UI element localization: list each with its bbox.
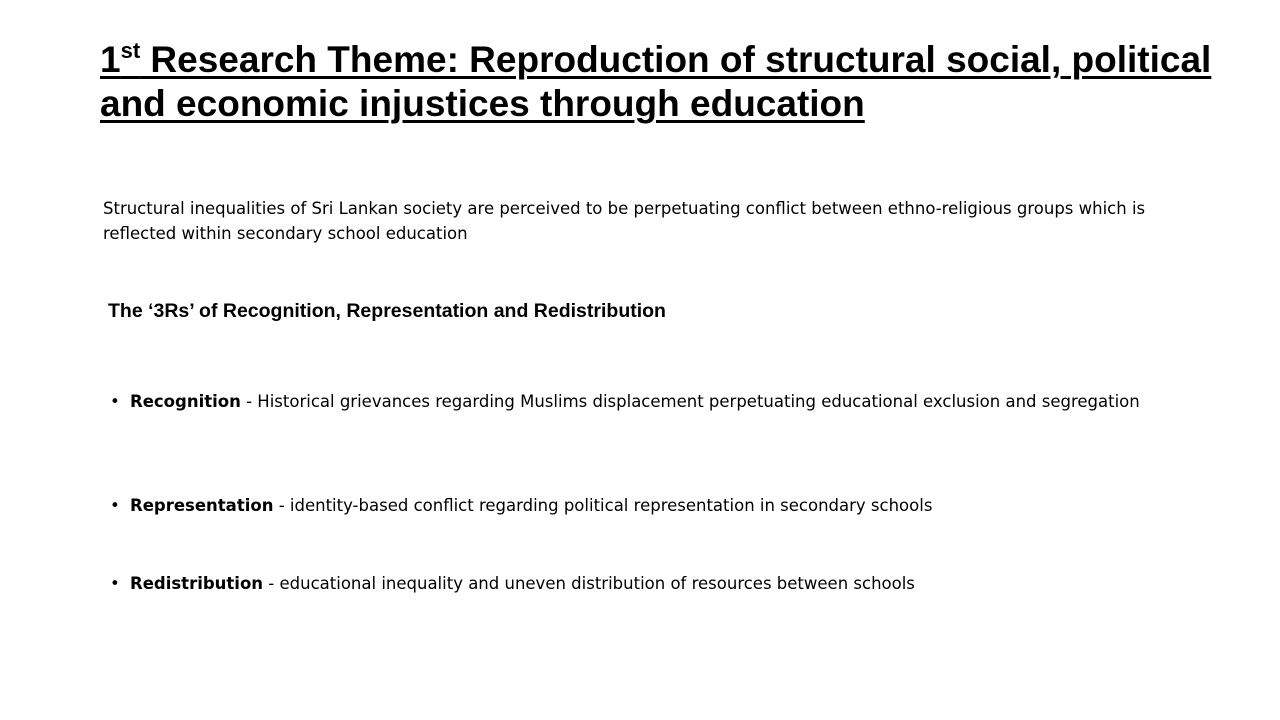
bullet-item-recognition xyxy=(108,389,1208,415)
bullet-item-redistribution xyxy=(108,571,1208,597)
intro-paragraph: Structural inequalities of Sri Lankan society are perceived to be perpetuating conflict between ethno-religious groups which is reflected within secondary school education xyxy=(103,199,1146,243)
title-superscript: st xyxy=(120,38,141,63)
bullet-term: Recognition xyxy=(130,392,241,411)
bullet-text: - identity-based conflict regarding political representation in secondary schools xyxy=(273,496,933,515)
bullet-term: Representation xyxy=(130,496,274,515)
bullet-dot-icon: • xyxy=(110,496,120,515)
title-text: Research Theme: Reproduction of structural social, political and economic injustices through education xyxy=(100,39,1212,124)
bullet-text: - Historical grievances regarding Muslims displacement perpetuating educational exclusion and segregation xyxy=(240,392,1140,411)
slide-title xyxy=(100,38,1220,126)
bullet-dot-icon: • xyxy=(110,574,120,593)
bullet-dot-icon: • xyxy=(110,392,120,411)
bullet-term: Redistribution xyxy=(130,574,264,593)
title-number: 1 xyxy=(100,39,121,80)
bullet-item-representation xyxy=(108,493,1208,519)
three-rs-heading: The ‘3Rs’ of Recognition, Representation and Redistribution xyxy=(108,300,666,322)
bullet-text: - educational inequality and uneven distribution of resources between schools xyxy=(263,574,915,593)
